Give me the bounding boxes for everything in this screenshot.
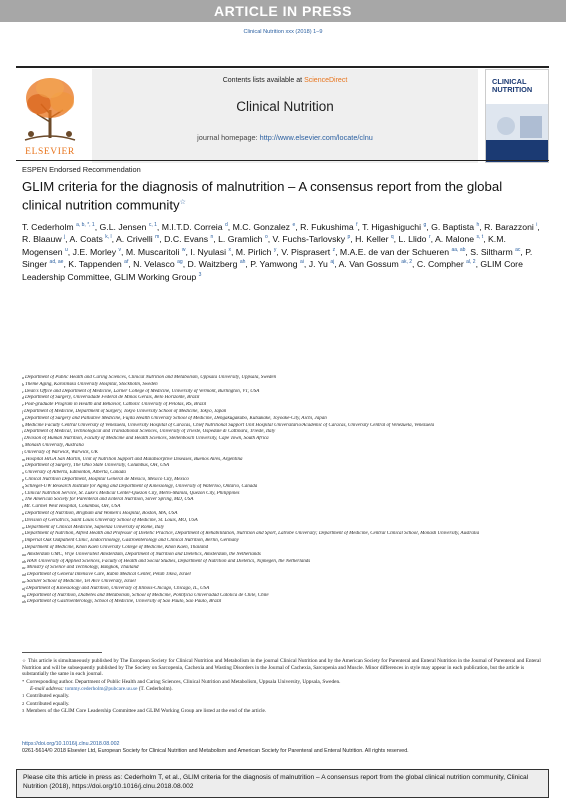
author-entry bbox=[431, 222, 479, 232]
footnote-rule bbox=[22, 652, 102, 653]
affiliation-key: o bbox=[22, 470, 24, 476]
affiliation-item bbox=[22, 579, 542, 586]
copyright-line: 0261-5614/© 2018 Elsevier Ltd, European Society for Clinical Nutrition and Metabolism and American Society for Parenteral and Enteral Nutrition. All rights reserved. bbox=[22, 748, 409, 754]
author-affiliation-marks[interactable]: z bbox=[332, 246, 336, 253]
author-entry bbox=[73, 247, 121, 257]
author-entry bbox=[470, 247, 520, 257]
email-prefix: E-mail address: bbox=[30, 686, 64, 692]
affiliation-key: a bbox=[22, 375, 24, 380]
author-entry bbox=[100, 222, 157, 232]
doi-link[interactable]: https://doi.org/10.1016/j.clnu.2018.08.002 bbox=[22, 741, 120, 747]
affiliation-key: y bbox=[22, 538, 24, 544]
author-entry bbox=[339, 259, 412, 269]
affiliation-item bbox=[22, 484, 542, 491]
affiliation-item bbox=[22, 436, 542, 443]
affiliation-text: Department of Surgery, Universidade Federal de Minas Gerais, Belo Horizonte, Brazil bbox=[25, 395, 200, 401]
author-name[interactable]: L. Llido bbox=[398, 234, 427, 245]
footnote-star bbox=[22, 658, 542, 678]
article-title-text: GLIM criteria for the diagnosis of malnutrition – A consensus report from the global clinical nutrition community bbox=[22, 179, 503, 213]
journal-citation[interactable]: Clinical Nutrition xxx (2018) 1–9 bbox=[243, 29, 323, 35]
author-affiliation-marks[interactable]: x bbox=[228, 246, 231, 253]
author-entry bbox=[399, 234, 431, 244]
author-name[interactable]: M. Muscaritoli bbox=[125, 246, 180, 257]
contents-prefix: Contents lists available at bbox=[222, 77, 303, 84]
affiliation-item bbox=[22, 450, 542, 457]
journal-homepage-line bbox=[92, 133, 478, 142]
affiliation-text: Amsterdam UMC, Vrije Universiteit Amsterdam, Department of Nutrition and Dietetics, Amsterdam, the Netherlands bbox=[27, 551, 261, 557]
affiliation-item bbox=[22, 552, 542, 559]
cover-art-image bbox=[486, 104, 549, 163]
affiliation-text: Department of Public Health and Caring Sciences, Clinical Nutrition and Metabolism, Uppsala University, Uppsala, Sweden bbox=[25, 375, 277, 380]
author-list: T. Cederholm $^{a, b, *, 1}$, G.L. Jensen $^{c, 1}$, M.I.T.D. Correia $^d$, M.C. Gonzalez $^e$, R. Fukushima $^f$, T. Higashiguchi $^g$, G. Baptista $^h$, R. Barazzoni $^i$, R. Blaauw $^j$, A. Coats $^{k, l}$, A. Crivelli $^m$, D.C. Evans $^n$, L. Gramlich $^o$, V. Fuchs-Tarlovsky $^p$, H. Keller $^q$, L. Llido $^r$, A. Malone $^{s, t}$, K.M. Mogensen $^u$, J.E. Morley $^v$, M. Muscaritoli $^w$, I. Nyulasi $^x$, M. Pirlich $^y$, V. Pisprasert $^z$, M.A.E. de van der Schueren $^{aa, ab}$, S. Siltharm $^{ac}$, P. Singer $^{ad, ae}$, K. Tappenden $^{af}$, N. Velasco $^{ag}$, D. Waitzberg $^{ah}$, P. Yamwong $^{ai}$, J. Yu $^{aj}$, A. Van Gossum $^{ak, 2}$, C. Compher $^{al, 2}$, GLIM Core Leadership Committee, GLIM Working Group $^3$ bbox=[22, 221, 540, 282]
affiliation-text: Department of Clinical Medicine, Sapienza University of Rome, Italy bbox=[25, 524, 164, 530]
author-name[interactable]: GLIM Core Leadership Committee, GLIM Working Group bbox=[22, 259, 523, 282]
author-name[interactable]: P. Singer bbox=[22, 246, 533, 270]
author-name[interactable]: D. Waitzberg bbox=[187, 259, 238, 270]
author-affiliation-marks[interactable]: ag bbox=[177, 259, 183, 266]
affiliation-key: v bbox=[22, 517, 24, 523]
affiliation-text: Mt. Carmel West Hospital, Columbus, OH, USA bbox=[24, 504, 121, 510]
affiliation-item bbox=[22, 389, 542, 396]
affiliation-key: i bbox=[22, 429, 24, 435]
footnote-2-text: Contributed equally. bbox=[26, 700, 70, 707]
author-affiliation-marks[interactable]: k, l bbox=[105, 234, 112, 241]
affiliation-text: Theme Aging, Karolinska University Hospital, Stockholm, Sweden bbox=[25, 381, 158, 387]
author-affiliation-marks[interactable]: i bbox=[536, 222, 538, 228]
footnote-3-mark: 3 bbox=[22, 707, 25, 713]
affiliation-text: Department of Nutrition, Alfred Health and Professor of Dietetic Practice, Department of Rehabilitation, Nutrition and Sport, Latrobe University; Department of Medicine, Central Clinical School, Monash University, Australia bbox=[24, 531, 480, 537]
author-affiliation-marks[interactable]: d bbox=[224, 222, 228, 228]
affiliation-text: Schlegel-UW Research Institute for Aging and Department of Kinesiology, University of Waterloo, Ontario, Canada bbox=[25, 483, 258, 489]
affiliation-item bbox=[22, 457, 542, 464]
affiliation-text: HAN University of Applied Sciences, Faculty of Health and Social Studies, Department of Nutrition and Dietetics, Nijmegen, the Netherlands bbox=[27, 558, 311, 564]
footnote-1 bbox=[22, 693, 542, 700]
author-entry bbox=[417, 259, 476, 269]
author-affiliation-marks[interactable]: f bbox=[356, 222, 358, 228]
footnote-corr-text: Corresponding author. Department of Public Health and Caring Sciences, Clinical Nutrition and Metabolism, Uppsala University, Uppsala, Sweden. bbox=[26, 678, 341, 685]
author-affiliation-marks[interactable]: w bbox=[181, 246, 186, 253]
affiliation-key: u bbox=[22, 510, 24, 516]
author-entry bbox=[236, 247, 277, 257]
author-entry bbox=[484, 222, 537, 232]
author-affiliation-marks[interactable]: aj bbox=[330, 259, 335, 266]
affiliation-key: ah bbox=[22, 599, 26, 605]
affiliation-item bbox=[22, 565, 542, 572]
affiliation-key: e bbox=[22, 402, 24, 408]
author-affiliation-marks[interactable]: 3 bbox=[198, 271, 202, 278]
affiliation-text: Dean's Office and Department of Medicine, Larner College of Medicine, University of Vermont, Burlington, VT, USA bbox=[24, 388, 260, 394]
journal-name: Clinical Nutrition bbox=[236, 99, 334, 114]
affiliation-text: Monash University, Australia bbox=[24, 442, 84, 448]
author-entry bbox=[116, 234, 159, 244]
footnote-star-mark: ☆ bbox=[22, 658, 27, 663]
author-affiliation-marks[interactable]: m bbox=[155, 234, 160, 241]
affiliation-text: Department of Gastroenterology, School of Medicine, University of São Paulo, São Paulo, Brazil bbox=[27, 599, 222, 605]
author-entry bbox=[70, 234, 112, 244]
affiliation-item bbox=[22, 497, 542, 504]
author-name[interactable]: V. Pisprasert bbox=[281, 246, 331, 257]
author-entry bbox=[355, 234, 394, 244]
author-affiliation-marks[interactable]: ak, 2 bbox=[401, 259, 413, 266]
affiliation-item bbox=[22, 409, 542, 416]
affiliation-key: c bbox=[22, 388, 24, 394]
affiliation-item bbox=[22, 511, 542, 518]
affiliation-key: ad bbox=[22, 572, 26, 578]
author-entry bbox=[281, 247, 335, 257]
author-entry bbox=[22, 222, 95, 232]
author-entry bbox=[190, 247, 231, 257]
affiliation-text: Sackler School of Medicine, Tel Aviv University, Israel bbox=[26, 578, 136, 584]
affiliation-key: ab bbox=[22, 558, 26, 564]
article-in-press-banner: ARTICLE IN PRESS bbox=[0, 0, 566, 22]
affiliation-item bbox=[22, 416, 542, 423]
author-name[interactable]: M.I.T.D. Correia bbox=[161, 221, 223, 232]
author-name[interactable]: T. Higashiguchi bbox=[362, 221, 422, 232]
title-footnote-mark[interactable]: ☆ bbox=[179, 199, 186, 206]
affiliation-key: f bbox=[22, 408, 24, 414]
author-name[interactable]: S. Siltharm bbox=[470, 246, 513, 257]
journal-cover-thumbnail[interactable] bbox=[485, 69, 549, 163]
affiliation-item bbox=[22, 572, 542, 579]
journal-header bbox=[92, 69, 478, 163]
affiliation-text: Department of Surgery, The Ohio State University, Columbus, OH, USA bbox=[25, 463, 170, 469]
elsevier-tree-logo[interactable] bbox=[17, 70, 83, 146]
author-entry bbox=[273, 234, 351, 244]
author-name[interactable]: M.A.E. de van der Schueren bbox=[339, 246, 450, 257]
author-name[interactable]: P. Yamwong bbox=[250, 259, 298, 270]
author-name[interactable]: A. Van Gossum bbox=[338, 259, 399, 270]
author-affiliation-marks[interactable]: g bbox=[423, 222, 427, 228]
author-name[interactable]: A. Crivelli bbox=[116, 234, 153, 245]
author-name[interactable]: R. Barazzoni bbox=[484, 221, 534, 232]
affiliation-item bbox=[22, 429, 542, 436]
affiliation-item bbox=[22, 586, 542, 593]
affiliation-item bbox=[22, 470, 542, 477]
header-bottom-rule bbox=[16, 160, 549, 161]
affiliation-item bbox=[22, 538, 542, 545]
affiliation-text: University of Warwick, Warwick, UK bbox=[24, 449, 98, 455]
author-affiliation-marks[interactable]: v bbox=[118, 246, 121, 253]
footnote-2 bbox=[22, 701, 542, 708]
author-affiliation-marks[interactable]: aa, ab bbox=[451, 246, 466, 253]
affiliation-item bbox=[22, 463, 542, 470]
author-entry bbox=[218, 234, 268, 244]
author-entry bbox=[250, 259, 304, 269]
author-name[interactable]: N. Velasco bbox=[133, 259, 175, 270]
author-affiliation-marks[interactable]: y bbox=[273, 246, 277, 253]
affiliation-key: ag bbox=[22, 592, 26, 598]
affiliation-text: Ministry of Science and Technology, Bangkok, Thailand bbox=[26, 565, 139, 571]
author-name[interactable]: M.C. Gonzalez bbox=[232, 221, 291, 232]
footnote-3 bbox=[22, 708, 542, 715]
affiliation-item bbox=[22, 531, 542, 538]
affiliation-text: Department of Medicine, Department of Surgery, Tokyo University School of Medicine, Tokyo, Japan bbox=[24, 408, 227, 414]
author-name[interactable]: C. Compher bbox=[416, 259, 464, 270]
affiliation-key: h bbox=[22, 422, 24, 428]
contents-available-line bbox=[92, 77, 478, 84]
affiliation-text: Department of Nutrition, Diabetes and Metabolism, School of Medicine, Pontificia Universidad Católica de Chile, Chile bbox=[27, 592, 269, 598]
author-entry bbox=[435, 234, 483, 244]
author-entry bbox=[164, 234, 213, 244]
author-entry bbox=[300, 222, 357, 232]
cover-title-line-2: NUTRITION bbox=[492, 85, 533, 94]
affiliation-item bbox=[22, 599, 542, 606]
author-entry bbox=[162, 222, 228, 232]
footnote-email bbox=[22, 686, 542, 693]
affiliation-key: n bbox=[22, 463, 24, 469]
author-name[interactable]: H. Keller bbox=[355, 234, 389, 245]
affiliation-key: m bbox=[22, 456, 25, 462]
author-affiliation-marks[interactable]: e bbox=[292, 222, 296, 228]
affiliation-key: af bbox=[22, 585, 26, 591]
author-affiliation-marks[interactable]: o bbox=[264, 234, 268, 241]
affiliation-item bbox=[22, 518, 542, 525]
sciencedirect-link[interactable]: ScienceDirect bbox=[304, 77, 348, 84]
affiliation-item bbox=[22, 491, 542, 498]
cover-title-line-1: CLINICAL bbox=[492, 77, 527, 86]
footnote-corr-mark: * bbox=[22, 678, 25, 684]
affiliation-key: t bbox=[22, 504, 24, 510]
elsevier-wordmark[interactable]: ELSEVIER bbox=[25, 147, 75, 157]
affiliation-item bbox=[22, 593, 542, 600]
footnote-1-mark: 1 bbox=[22, 693, 25, 699]
author-name[interactable]: L. Gramlich bbox=[218, 234, 263, 245]
author-name[interactable]: A. Malone bbox=[434, 234, 475, 245]
affiliation-text: Department of General Intensive Care, Rabin Medical Center, Petah Tikva, Israel bbox=[27, 572, 191, 578]
affiliation-key: x bbox=[22, 531, 24, 537]
affiliation-key: aa bbox=[22, 551, 26, 557]
affiliation-text: Post-graduate Program in Health and Behavior, Catholic University of Pelotas, RS, Brazil bbox=[24, 402, 207, 408]
affiliation-text: Department of Medical, Technological and Translational Sciences, University of Trieste, Ospedale di Cattinara, Trieste, Italy bbox=[24, 429, 276, 435]
affiliation-key: k bbox=[22, 442, 24, 448]
cover-title bbox=[492, 78, 532, 94]
affiliation-key: b bbox=[22, 381, 24, 387]
author-name[interactable]: M. Pirlich bbox=[235, 246, 272, 257]
affiliation-list bbox=[22, 375, 542, 606]
author-name[interactable]: J. Yu bbox=[308, 259, 328, 270]
affiliation-text: Department of Surgery and Palliative Medicine, Fujita Health University School of Medicine, Dengakugakubo, Kutsukake, Toyoake-City, Aichi, Japan bbox=[25, 415, 327, 421]
author-entry bbox=[309, 259, 335, 269]
affiliation-key: p bbox=[22, 476, 24, 482]
author-affiliation-marks[interactable]: al, 2 bbox=[466, 259, 476, 266]
author-name[interactable]: I. Nyulasi bbox=[190, 246, 227, 257]
author-affiliation-marks[interactable]: c, 1 bbox=[148, 222, 157, 228]
affiliation-text: Hospital HIGA San Martín, Unit of Nutrition Support and Malabsorptive Diseases, Buenos Aires, Argentina bbox=[25, 456, 243, 462]
author-entry bbox=[22, 234, 65, 244]
author-entry bbox=[340, 247, 465, 257]
affiliation-text: Department of Kinesiology and Nutrition, University of Illinois-Chicago, Chicago, IL, USA bbox=[26, 585, 210, 591]
author-entry bbox=[233, 222, 296, 232]
affiliation-key: d bbox=[22, 395, 24, 401]
affiliation-key: j bbox=[22, 436, 24, 442]
author-entry bbox=[133, 259, 183, 269]
affiliation-key: z bbox=[22, 544, 24, 550]
footnote-star-text: This article is simultaneously published by The European Society for Clinical Nutrition and Metabolism in the journal Clinical Nutrition and by the American Society for Parenteral and Enteral Nutrition in the Journal of Parenteral and Enteral Nutrition and will be subsequently published by The Society on Sarcopenia, Cachexia and Wasting Disorders in the Journal of Cachexia, Sarcopenia and Muscle. Minor differences in style may appear in each publication, but the article is substantially the same in each journal. bbox=[22, 658, 541, 678]
author-name[interactable]: A. Coats bbox=[69, 234, 103, 245]
affiliation-item bbox=[22, 545, 542, 552]
author-affiliation-marks[interactable]: p bbox=[347, 234, 351, 241]
author-affiliation-marks[interactable]: r bbox=[428, 234, 431, 241]
affiliation-item bbox=[22, 504, 542, 511]
footnote-2-mark: 2 bbox=[22, 700, 25, 706]
footnotes bbox=[22, 658, 542, 715]
footnote-1-text: Contributed equally. bbox=[26, 693, 70, 700]
affiliation-item bbox=[22, 525, 542, 532]
author-name[interactable]: G.L. Jensen bbox=[99, 221, 147, 232]
affiliation-item bbox=[22, 375, 542, 382]
affiliation-text: Clinical Nutrition Department, Hospital General de México, Mexico City, Mexico bbox=[25, 476, 189, 482]
footnote-3-text: Members of the GLIM Core Leadership Committee and GLIM Working Group are listed at the end of the article. bbox=[26, 707, 267, 714]
author-affiliation-marks[interactable]: ah bbox=[239, 259, 246, 266]
author-entry bbox=[126, 247, 186, 257]
affiliation-text: Department of Nutrition, Brigham and Women's Hospital, Boston, MA, USA bbox=[25, 510, 178, 516]
author-affiliation-marks[interactable]: a, b, *, 1 bbox=[76, 222, 95, 228]
article-title bbox=[22, 179, 542, 213]
affiliation-item bbox=[22, 559, 542, 566]
homepage-prefix: journal homepage: bbox=[197, 133, 258, 142]
affiliation-item bbox=[22, 477, 542, 484]
cite-this-article-box: Please cite this article in press as: Cederholm T, et al., GLIM criteria for the diagnosis of malnutrition – A consensus report from the global clinical nutrition community, Clinical Nutrition (2018), https://doi.org/10.1016/j.clnu.2018.08.002 bbox=[16, 769, 549, 798]
footnote-corresponding bbox=[22, 679, 542, 686]
affiliation-text: The American Society for Parenteral and Enteral Nutrition, Silver Spring, MD, USA bbox=[24, 497, 194, 503]
email-suffix: (T. Cederholm). bbox=[138, 686, 173, 692]
author-entry bbox=[188, 259, 246, 269]
affiliation-key: r bbox=[22, 490, 24, 496]
author-name[interactable]: G. Baptista bbox=[431, 221, 475, 232]
journal-homepage-link[interactable]: http://www.elsevier.com/locate/clnu bbox=[259, 133, 373, 142]
author-affiliation-marks[interactable]: q bbox=[390, 234, 394, 241]
affiliation-text: Medicine Faculty Central University of Venezuela, University Hospital of Caracas, Chief Nutritional Support Unit Hospital Universitario/Academic of Caracas, University Central of Venezuela, Venezuela bbox=[25, 422, 435, 428]
affiliation-text: Division of Human Nutrition, Faculty of Medicine and Health Sciences, Stellenbosch University, Cape Town, South Africa bbox=[24, 436, 269, 442]
affiliation-item bbox=[22, 423, 542, 430]
affiliation-key: ac bbox=[22, 565, 26, 571]
author-name[interactable]: R. Blaauw bbox=[22, 234, 62, 245]
author-affiliation-marks[interactable]: u bbox=[65, 246, 68, 253]
author-name[interactable]: K.M. Mogensen bbox=[22, 234, 506, 257]
author-affiliation-marks[interactable]: ad, ae bbox=[49, 259, 64, 266]
author-affiliation-marks[interactable]: j bbox=[64, 234, 66, 241]
affiliation-key: q bbox=[22, 483, 24, 489]
author-entry bbox=[68, 259, 128, 269]
author-affiliation-marks[interactable]: s, t bbox=[476, 234, 484, 241]
author-name[interactable]: D.C. Evans bbox=[164, 234, 209, 245]
affiliation-item bbox=[22, 382, 542, 389]
affiliation-text: Clinical Nutrition Service, St. Luke's Medical Center-Quezon City, Metro-Manila, Quezon City, Philippines bbox=[24, 490, 240, 496]
author-affiliation-marks[interactable]: ac bbox=[515, 246, 521, 253]
author-affiliation-marks[interactable]: ai bbox=[299, 259, 304, 266]
affiliation-key: ae bbox=[22, 578, 26, 584]
affiliation-key: w bbox=[22, 524, 25, 530]
affiliation-text: Imperial Oak Outpatient Clinic, Endocrinology, Gastroenterology and Clinical Nutrition, Berlin, Germany bbox=[24, 538, 239, 544]
author-name[interactable]: T. Cederholm bbox=[22, 221, 74, 232]
affiliation-text: University of Alberta, Edmonton, Alberta, Canada bbox=[25, 470, 126, 476]
author-affiliation-marks[interactable]: af bbox=[124, 259, 129, 266]
article-section: ESPEN Endorsed Recommendation bbox=[22, 165, 141, 174]
affiliation-key: s bbox=[22, 497, 24, 503]
author-affiliation-marks[interactable]: n bbox=[210, 234, 214, 241]
affiliation-key: g bbox=[22, 415, 24, 421]
author-name[interactable]: V. Fuchs-Tarlovsky bbox=[272, 234, 346, 245]
affiliation-key: l bbox=[22, 449, 24, 455]
doi-block bbox=[22, 741, 542, 755]
affiliation-item bbox=[22, 395, 542, 402]
author-affiliation-marks[interactable]: h bbox=[476, 222, 480, 228]
header-top-rule bbox=[16, 66, 549, 68]
author-name[interactable]: R. Fukushima bbox=[300, 221, 354, 232]
affiliation-text: Department of Medicine, Khon Kaen University College of Medicine, Khon Kaen, Thailand bbox=[24, 544, 209, 550]
affiliation-item bbox=[22, 443, 542, 450]
author-name[interactable]: K. Tappenden bbox=[68, 259, 122, 270]
author-name[interactable]: J.E. Morley bbox=[72, 246, 117, 257]
affiliation-item bbox=[22, 402, 542, 409]
author-entry bbox=[362, 222, 426, 232]
affiliation-text: Division of Geriatrics, Saint Louis University School of Medicine, St. Louis, MO, USA bbox=[24, 517, 198, 523]
email-link[interactable]: tommy.cederholm@pubcare.uu.se bbox=[65, 686, 138, 692]
